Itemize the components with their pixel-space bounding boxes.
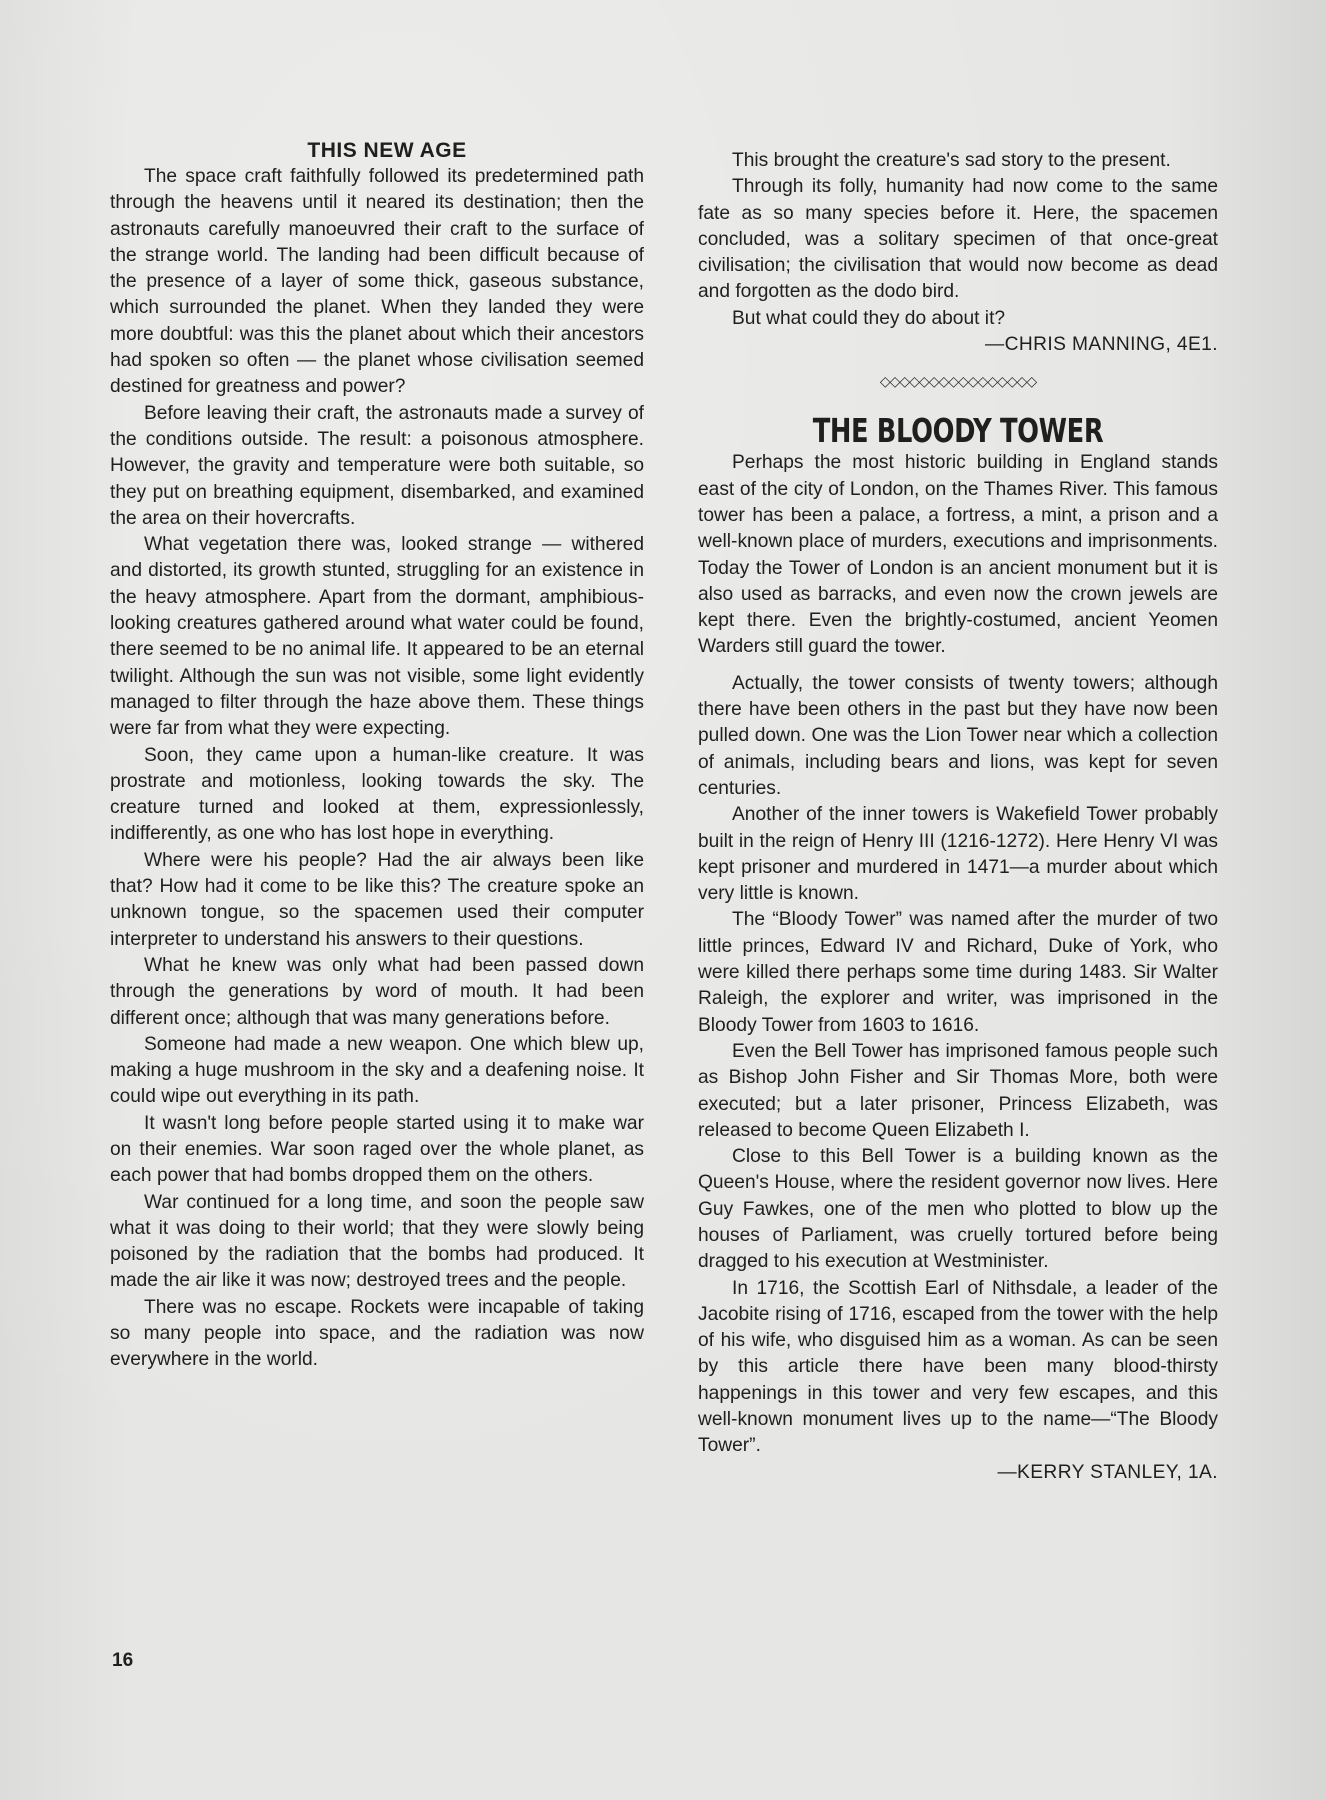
paragraph: Close to this Bell Tower is a building known as the Queen's House, where the resident governor now lives. Here Guy Fawkes, one of the men who plotted to blow up the houses of Parliament, was cruelly tortured before being dragged to his execution at Westminister. — [698, 1146, 1218, 1273]
ornamental-divider: ◇◇◇◇◇◇◇◇◇◇◇◇◇◇◇◇ — [879, 373, 1037, 390]
paragraph: This brought the creature's sad story to the present. — [732, 150, 1171, 171]
paragraph: Where were his people? Had the air always been like that? How had it come to be like this? The creature spoke an unknown tongue, so the spacemen used their computer interpreter to understand his answers to their questions. — [110, 849, 644, 950]
paragraph: War continued for a long time, and soon the people saw what it was doing to their world; that they were slowly being poisoned by the radiation that the bombs had produced. It made the air like it was now; destroyed trees and the people. — [110, 1191, 644, 1292]
paragraph: Another of the inner towers is Wakefield Tower probably built in the reign of Henry III (1216-1272). Here Henry VI was kept prisoner and murdered in 1471—a murder about which very little is known. — [698, 804, 1218, 905]
paragraph: Someone had made a new weapon. One which blew up, making a huge mushroom in the sky and a deafening noise. It could wipe out everything in its path. — [110, 1033, 644, 1108]
paragraph: There was no escape. Rockets were incapable of taking so many people into space, and the radiation was now everywhere in the world. — [110, 1296, 644, 1371]
paragraph: Soon, they came upon a human-like creature. It was prostrate and motionless, looking towards the sky. The creature turned and looked at them, expressionlessly, indifferently, as one who has lost hope in everything. — [110, 744, 644, 845]
paragraph: Through its folly, humanity had now come to the same fate as so many species before it. Here, the spacemen concluded, was a solitary specimen of that once-great civilisation; the civilisation that would now become as dead and forgotten as the dodo bird. — [698, 176, 1218, 303]
paragraph: The “Bloody Tower” was named after the murder of two little princes, Edward IV and Richard, Duke of York, who were killed there perhaps some time during 1483. Sir Walter Raleigh, the explorer and writer, was imprisoned in the Bloody Tower from 1603 to 1616. — [698, 909, 1218, 1036]
paragraph: The space craft faithfully followed its predetermined path through the heavens until it neared its destination; then the astronauts carefully manoeuvred their craft to the surface of the strange world. The landing had been difficult because of the presence of a layer of some thick, gaseous substance, which surrounded the planet. When they landed they were more doubtful: was this the planet about which their ancestors had spoken so often — the planet whose civilisation seemed destined for greatness and power? — [110, 166, 644, 398]
article-title-bloody-tower: THE BLOODY TOWER — [812, 411, 1104, 451]
author-byline-chris-manning: —CHRIS MANNING, 4E1. — [985, 334, 1218, 356]
author-byline-kerry-stanley: —KERRY STANLEY, 1A. — [997, 1461, 1218, 1483]
paragraph: Perhaps the most historic building in England stands east of the city of London, on the Thames River. This famous tower has been a palace, a fortress, a mint, a prison and a well-known place of murders, executions and imprisonments. Today the Tower of London is an ancient monument but it is also used as barracks, and even now the crown jewels are kept there. Even the brightly-costumed, ancient Yeomen Warders still guard the tower. — [698, 452, 1218, 658]
paragraph: Before leaving their craft, the astronauts made a survey of the conditions outside. The result: a poisonous atmosphere. However, the gravity and temperature were both suitable, so they put on breathing equipment, disembarked, and examined the area on their hovercrafts. — [110, 402, 644, 529]
paragraph: What vegetation there was, looked strange — withered and distorted, its growth stunted, struggling for an existence in the heavy atmosphere. Apart from the dormant, amphibious-looking creatures gathered around what water could be found, there seemed to be no animal life. It appeared to be an eternal twilight. Although the sun was not visible, some light evidently managed to filter through the haze above them. These things were far from what they were expecting. — [110, 534, 644, 740]
paragraph: But what could they do about it? — [732, 307, 1006, 329]
article-title-this-new-age: THIS NEW AGE — [307, 139, 467, 162]
paragraph: What he knew was only what had been passed down through the generations by word of mouth. It had been different once; although that was many generations before. — [110, 954, 644, 1029]
left-column — [110, 138, 644, 1374]
paragraph: It wasn't long before people started using it to make war on their enemies. War soon raged over the whole planet, as each power that had bombs dropped them on the others. — [110, 1112, 644, 1187]
paragraph: Actually, the tower consists of twenty towers; although there have been others in the past but they have now been pulled down. One was the Lion Tower near which a collection of animals, including bears and lions, was kept for seven centuries. — [698, 672, 1218, 799]
page-number: 16 — [112, 1650, 134, 1671]
paragraph: In 1716, the Scottish Earl of Nithsdale, a leader of the Jacobite rising of 1716, escaped from the tower with the help of his wife, who disguised him as a woman. As can be seen by this article there have been many blood-thirsty happenings in this tower and very few escapes, and this well-known monument lives up to the name—“The Bloody Tower”. — [698, 1277, 1218, 1457]
right-column — [698, 148, 1218, 1486]
paragraph: Even the Bell Tower has imprisoned famous people such as Bishop John Fisher and Sir Thomas More, both were executed; but a later prisoner, Princess Elizabeth, was released to become Queen Elizabeth I. — [698, 1040, 1218, 1141]
